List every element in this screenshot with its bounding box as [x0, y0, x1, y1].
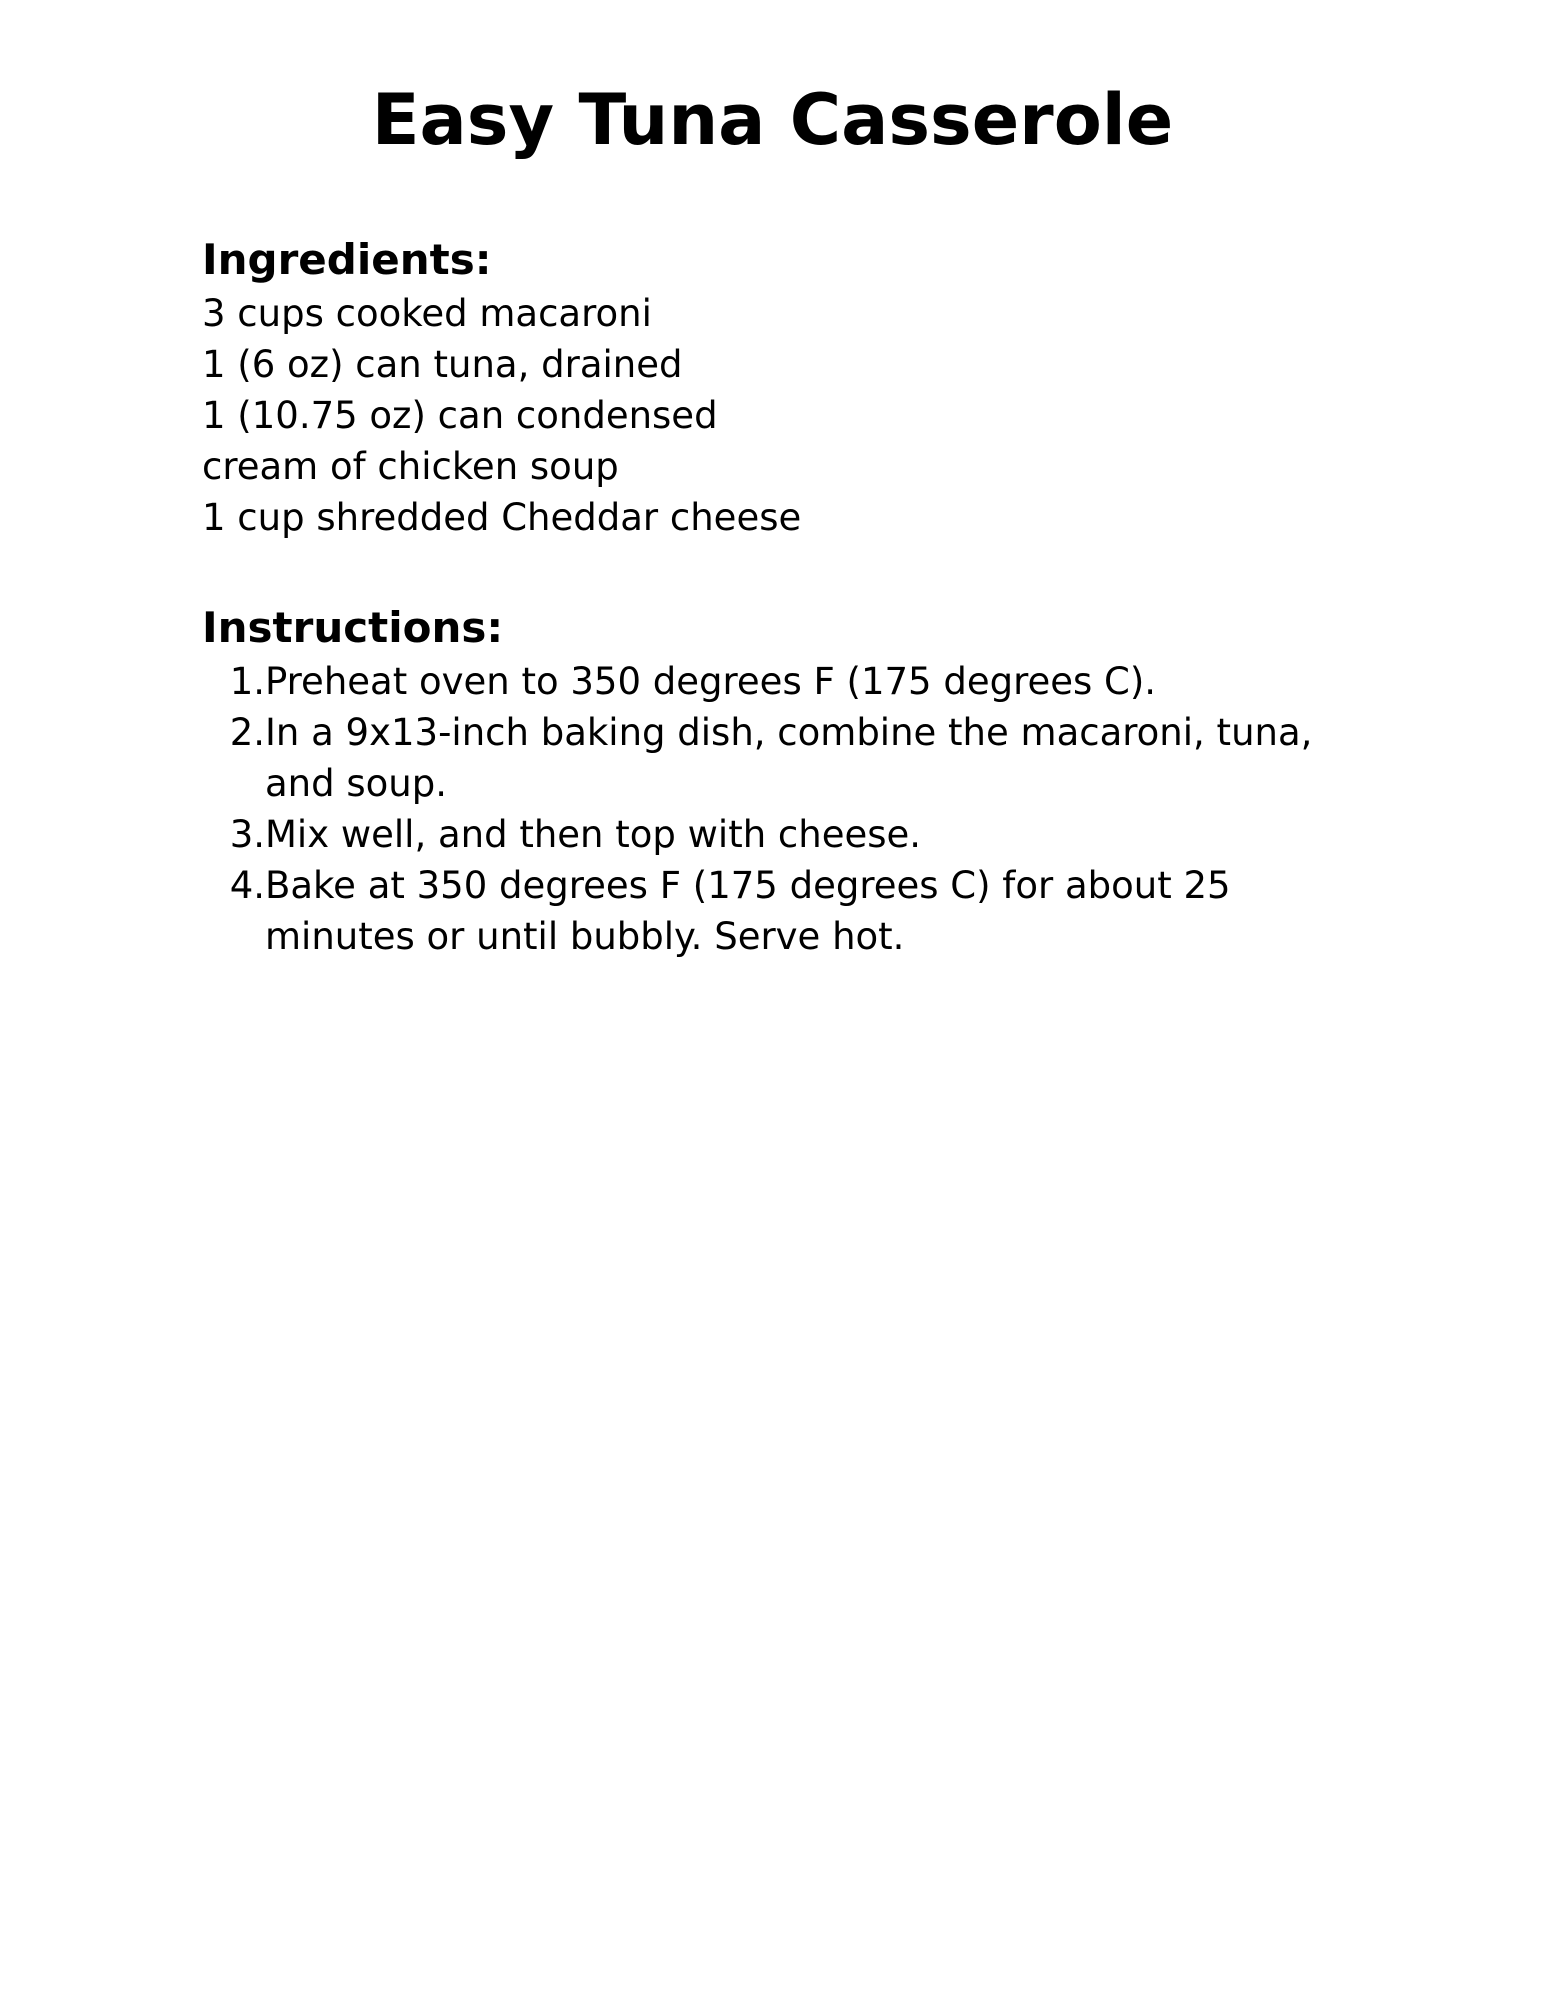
step-text: In a 9x13-inch baking dish, combine the macaroni, tuna, and soup.	[265, 711, 1313, 805]
instructions-heading: Instructions:	[202, 603, 504, 652]
recipe-content	[202, 232, 1382, 962]
step-text: Bake at 350 degrees F (175 degrees C) for about 25 minutes or until bubbly. Serve hot.	[265, 864, 1231, 958]
step-number-label: 4.	[229, 864, 265, 907]
step-number	[202, 860, 265, 911]
ingredients-heading: Ingredients:	[202, 235, 492, 284]
step-number-label: 2.	[229, 711, 265, 754]
step-text: Preheat oven to 350 degrees F (175 degrees C).	[265, 660, 1157, 703]
instruction-step	[202, 707, 1382, 809]
step-number	[202, 707, 265, 758]
ingredient-item: 1 cup shredded Cheddar cheese	[202, 496, 802, 539]
instruction-step	[202, 656, 1382, 707]
ingredient-item: 1 (6 oz) can tuna, drained	[202, 343, 683, 386]
ingredient-item: cream of chicken soup	[202, 445, 619, 488]
ingredients-list	[202, 288, 1382, 543]
instruction-step	[202, 809, 1382, 860]
step-number	[202, 809, 265, 860]
ingredient-item: 3 cups cooked macaroni	[202, 292, 652, 335]
page-title: Easy Tuna Casserole	[371, 79, 1174, 161]
instructions-list	[202, 656, 1382, 962]
instruction-step	[202, 860, 1382, 962]
ingredient-item: 1 (10.75 oz) can condensed	[202, 394, 718, 437]
ingredients-section	[202, 232, 1382, 543]
step-number	[202, 656, 265, 707]
step-number-label: 3.	[229, 813, 265, 856]
instructions-section	[202, 600, 1382, 962]
step-text: Mix well, and then top with cheese.	[265, 813, 922, 856]
step-number-label: 1.	[229, 660, 265, 703]
